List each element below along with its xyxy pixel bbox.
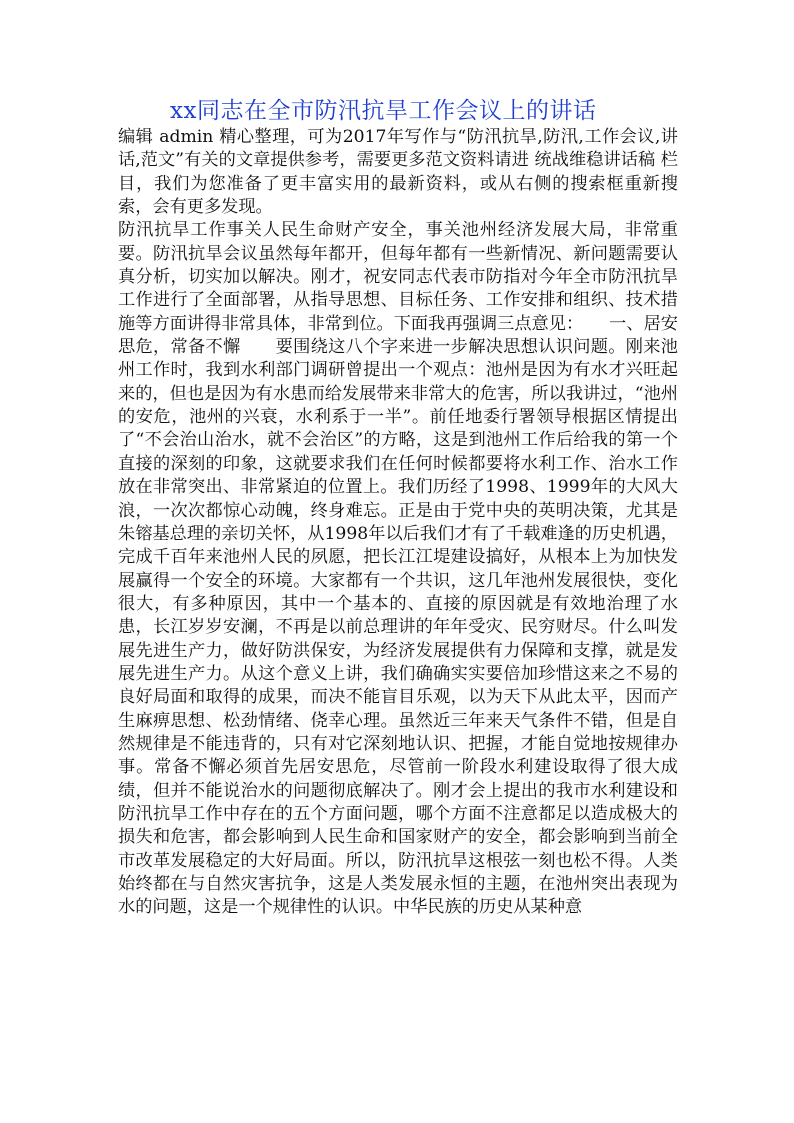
body-paragraph: 防汛抗旱工作事关人民生命财产安全，事关池州经济发展大局，非常重要。防汛抗旱会议虽然每年都开，但每年都有一些新情况、新问题需要认真分析，切实加以解决。刚才，祝安同志代表市防指对今年全市防汛抗旱工作进行了全面部署，从指导思想、目标任务、工作安排和组织、技术措施等方面讲得非常具体，非常到位。下面我再强调三点意见： 一、居安思危，常备不懈 要围绕这八个字来进一步解决思想认识问题。刚来池州工作时，我到水利部门调研曾提出一个观点：池州是因为有水才兴旺起来的，但也是因为有水患而给发展带来非常大的危害，所以我讲过，“池州的安危，池州的兴衰，水利系于一半”。前任地委行署领导根据区情提出了“不会治山治水，就不会治区”的方略，这是到池州工作后给我的第一个直接的深刻的印象，这就要求我们在任何时候都要将水利工作、治水工作放在非常突出、非常紧迫的位置上。我们历经了1998、1999年的大风大浪，一次次都惊心动魄，终身难忘。正是由于党中央的英明决策，尤其是朱镕基总理的亲切关怀，从1998年以后我们才有了千载难逢的历史机遇，完成千百年来池州人民的夙愿，把长江江堤建设搞好，从根本上为加快发展赢得一个安全的环境。大家都有一个共识，这几年池州发展很快，变化很大，有多种原因，其中一个基本的、直接的原因就是有效地治理了水患，长江岁岁安澜，不再是以前总理讲的年年受灾、民穷财尽。什么叫发展先进生产力，做好防洪保安，为经济发展提供有力保障和支撑，就是发展先进生产力。从这个意义上讲，我们确确实实要倍加珍惜这来之不易的良好局面和取得的成果，而决不能盲目乐观，以为天下从此太平，因而产生麻痹思想、松劲情绪、侥幸心理。虽然近三年来天气条件不错，但是自然规律是不能违背的，只有对它深刻地认识、把握，才能自觉地按规律办事。常备不懈必须首先居安思危，尽管前一阶段水利建设取得了很大成绩，但并不能说治水的问题彻底解决了。刚才会上提出的我市水利建设和防汛抗旱工作中存在的五个方面问题，哪个方面不注意都足以造成极大的损失和危害，都会影响到人民生命和国家财产的安全，都会影响到当前全市改革发展稳定的大好局面。所以，防汛抗旱这根弦一刻也松不得。人类始终都在与自然灾害抗争，这是人类发展永恒的主题，在池州突出表现为水的问题，这是一个规律性的认识。中华民族的历史从某种意 xyxy=(118,220,678,918)
document-page xyxy=(118,96,678,920)
intro-paragraph: 编辑 admin 精心整理，可为2017年写作与“防汛抗旱,防汛,工作会议,讲话,范文”有关的文章提供参考，需要更多范文资料请进 统战维稳讲话稿 栏目，我们为您准备了更丰富实用的最新资料，或从右侧的搜索框重新搜索，会有更多发现。 xyxy=(118,127,678,218)
document-title: xx同志在全市防汛抗旱工作会议上的讲话 xyxy=(170,98,597,124)
